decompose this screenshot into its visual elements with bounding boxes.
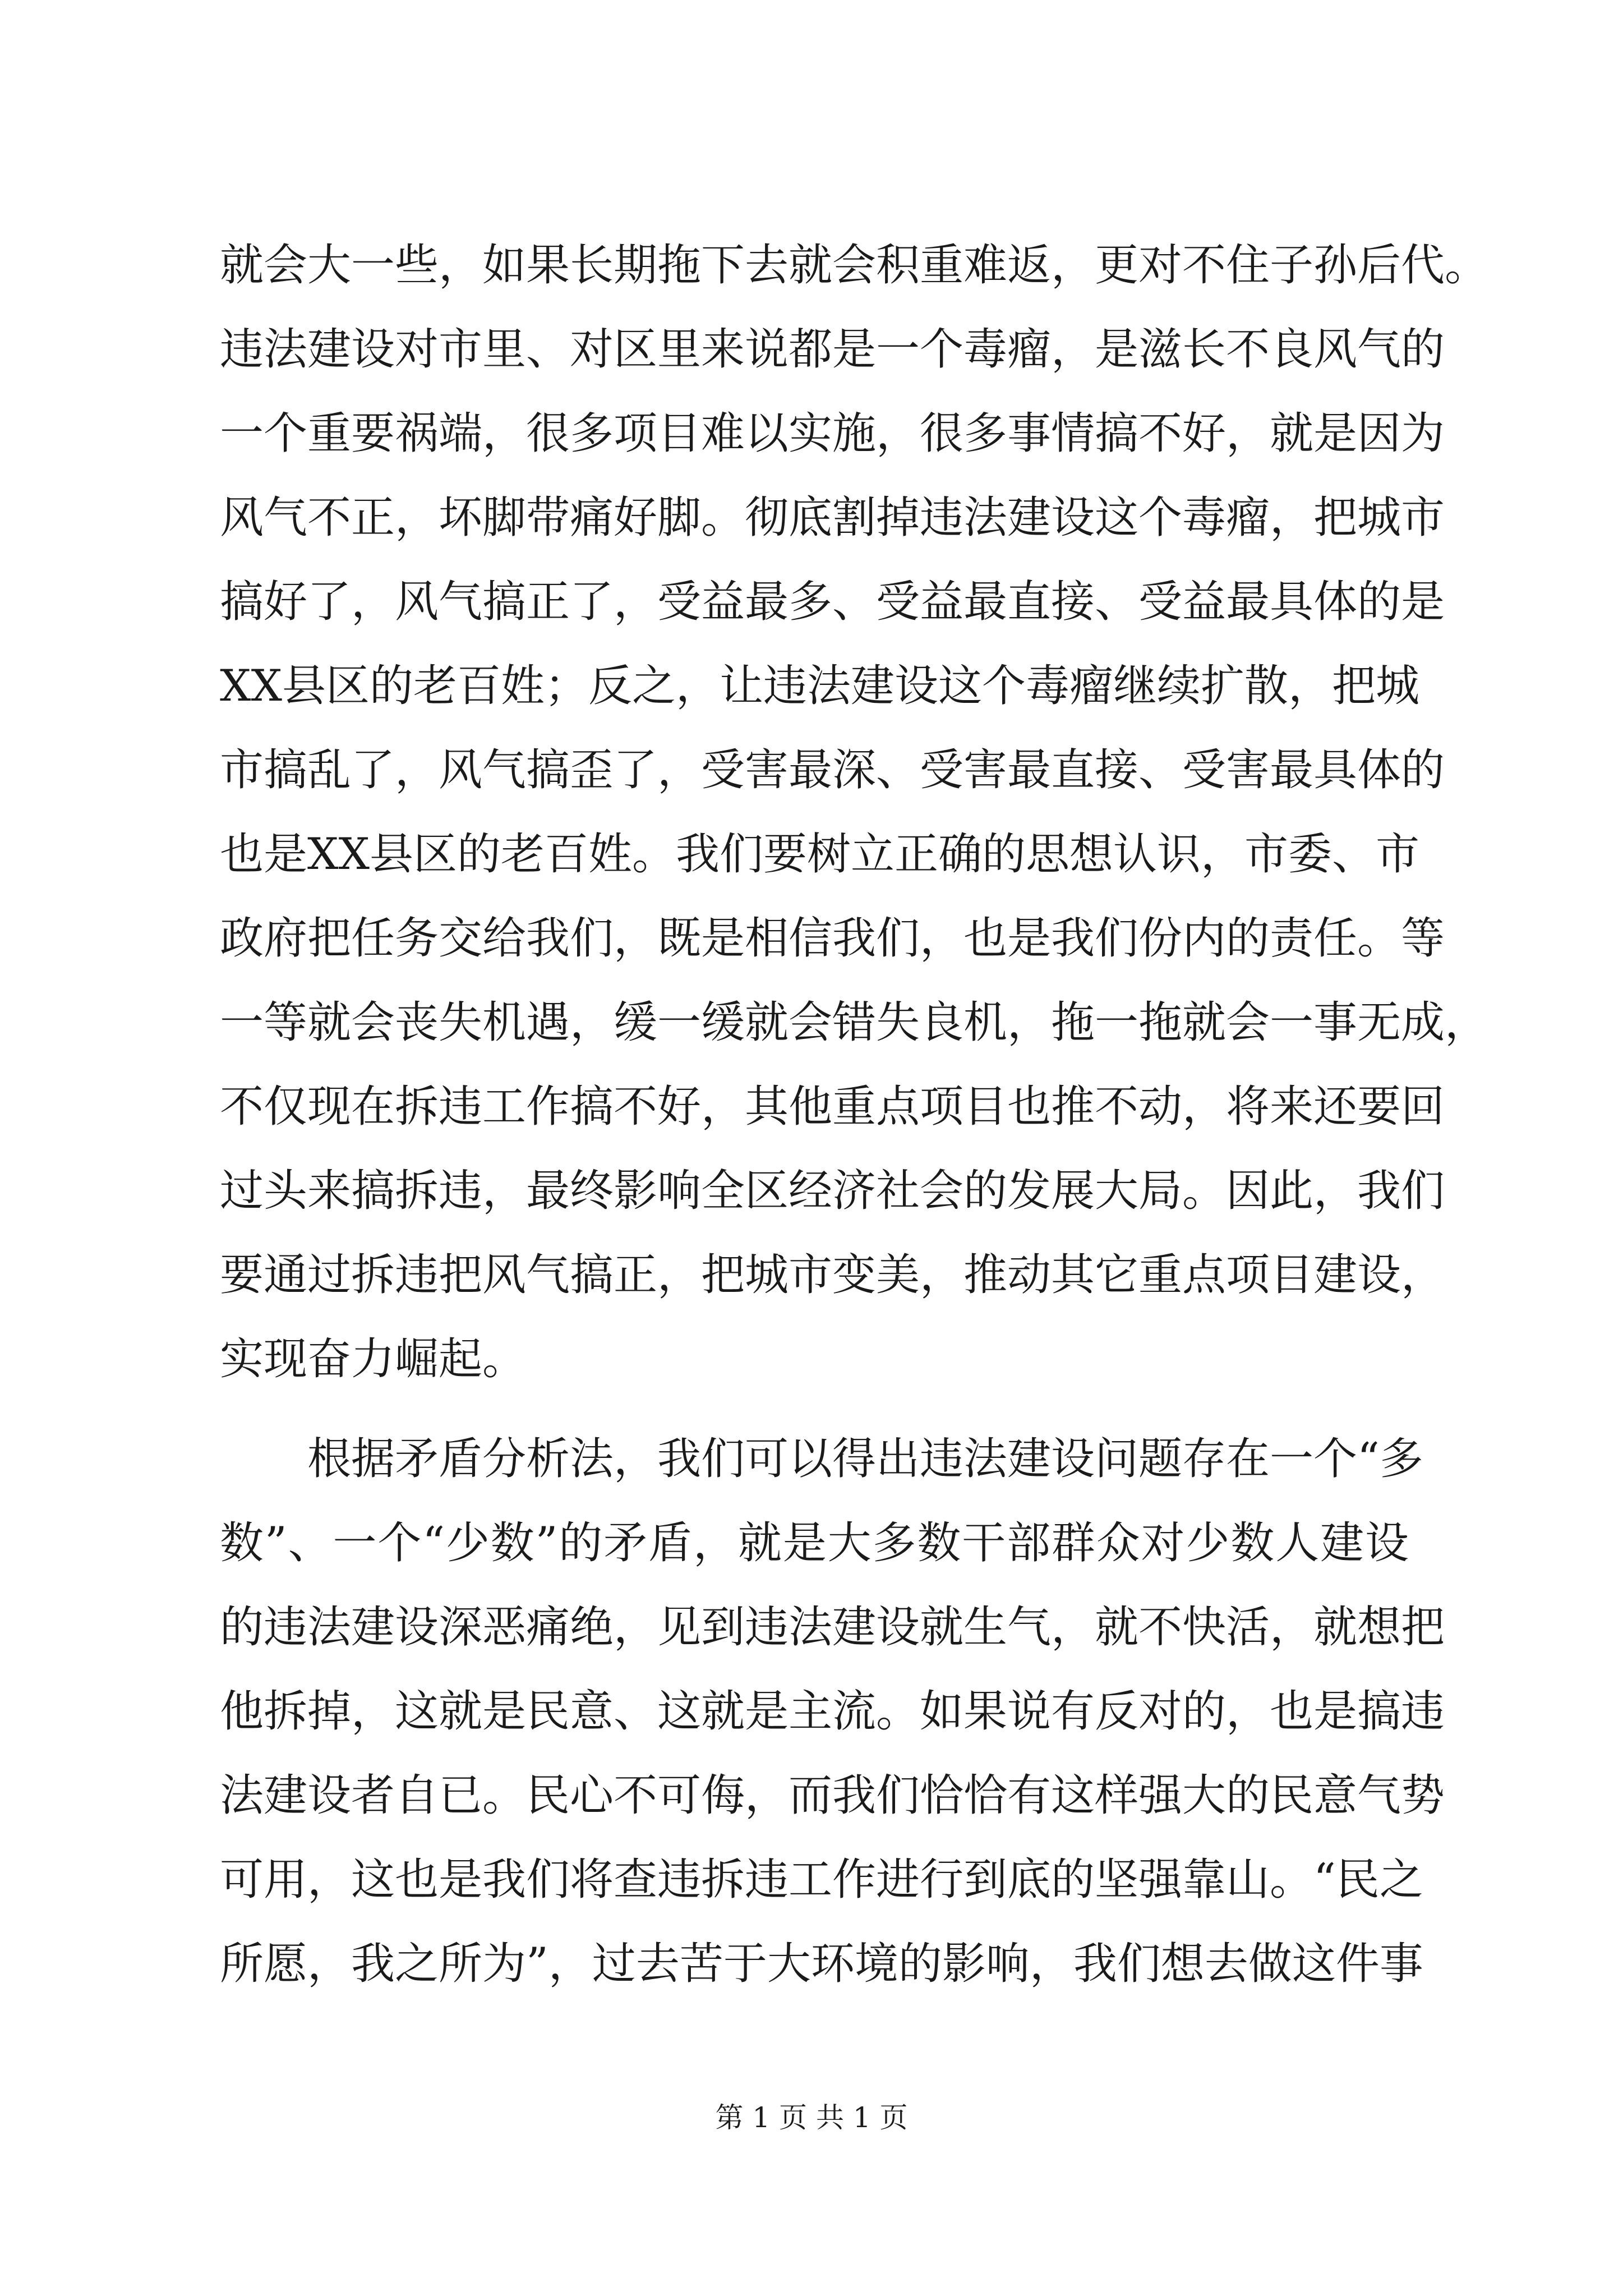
paragraph-1-line-4: 风气不正，坏脚带痛好脚。彻底割掉违法建设这个毒瘤，把城市 <box>220 493 1445 543</box>
paragraph-1-line-9: 政府把任务交给我们，既是相信我们，也是我们份内的责任。等 <box>220 913 1445 964</box>
paragraph-1-line-1: 就会大一些，如果长期拖下去就会积重难返，更对不住子孙后代。 <box>220 240 1489 291</box>
paragraph-2-line-1: 根据矛盾分析法，我们可以得出违法建设问题存在一个“多 <box>307 1434 1423 1484</box>
paragraph-1-line-2: 违法建设对市里、对区里来说都是一个毒瘤，是滋长不良风气的 <box>220 324 1445 375</box>
paragraph-1-line-3: 一个重要祸端，很多项目难以实施，很多事情搞不好，就是因为 <box>220 408 1445 459</box>
paragraph-2-line-6: 可用，这也是我们将查违拆违工作进行到底的坚强靠山。“民之 <box>220 1855 1423 1905</box>
paragraph-2-line-5: 法建设者自已。民心不可侮，而我们恰恰有这样强大的民意气势 <box>220 1770 1445 1821</box>
page-footer: 第 1 页 共 1 页 <box>715 2101 908 2134</box>
paragraph-1-line-6: XX县区的老百姓；反之，让违法建设这个毒瘤继续扩散，把城 <box>220 661 1420 711</box>
paragraph-1-line-7: 市搞乱了，风气搞歪了，受害最深、受害最直接、受害最具体的 <box>220 745 1445 795</box>
paragraph-1-line-13: 要通过拆违把风气搞正，把城市变美，推动其它重点项目建设， <box>220 1250 1445 1300</box>
paragraph-2-line-2: 数”、一个“少数”的矛盾，就是大多数干部群众对少数人建设 <box>220 1518 1409 1568</box>
paragraph-2-line-4: 他拆掉，这就是民意、这就是主流。如果说有反对的，也是搞违 <box>220 1686 1445 1737</box>
paragraph-1-line-10: 一等就会丧失机遇，缓一缓就会错失良机，拖一拖就会一事无成， <box>220 997 1489 1048</box>
paragraph-1-line-11: 不仅现在拆违工作搞不好，其他重点项目也推不动，将来还要回 <box>220 1082 1445 1132</box>
paragraph-gap <box>220 1401 1409 1417</box>
paragraph-2-line-3: 的违法建设深恶痛绝，见到违法建设就生气，就不快活，就想把 <box>220 1602 1445 1653</box>
document-body <box>220 223 1489 2006</box>
paragraph-1-line-14: 实现奋力崛起。 <box>220 1334 527 1384</box>
paragraph-1-line-12: 过头来搞拆违，最终影响全区经济社会的发展大局。因此，我们 <box>220 1166 1445 1216</box>
paragraph-1-line-8: 也是XX县区的老百姓。我们要树立正确的思想认识，市委、市 <box>220 829 1420 880</box>
paragraph-2-line-7: 所愿，我之所为”，过去苦于大环境的影响，我们想去做这件事 <box>220 1939 1423 1989</box>
paragraph-1-line-5: 搞好了，风气搞正了，受益最多、受益最直接、受益最具体的是 <box>220 577 1445 627</box>
